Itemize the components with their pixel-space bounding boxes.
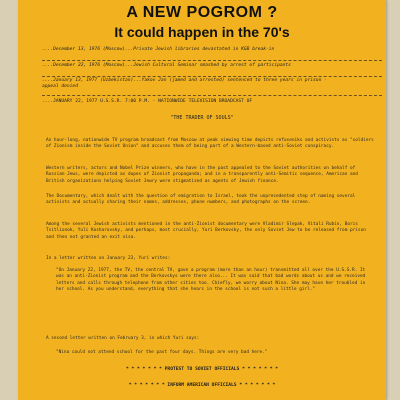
- flyer-title: A NEW POGROM ?: [126, 4, 278, 21]
- event-item: ....JANUARY 22, 1977 U.S.S.R. 7:00 P.M. - NATIONWIDE TELEVISION BROADCAST OF: [42, 99, 253, 104]
- paragraph: Western writers, actors and Nobel Prize winners, who have in the past appealed to the Soviet authorities on behalf of Russian Jews, were depicted as dupes of Zionist propaganda; and in a transparently anti-Semitic sequence, American and British organizations helping Soviet Jewry were stigmatized as agents of Jewish finance.: [46, 166, 358, 184]
- flyer-page: [18, 0, 386, 400]
- quote: "On January 22, 1977, the TV, the central TV, gave a program (more than an hour) transmitted all over the U.S.S.R. It was an anti-Zionist program and the Berkovskys were there also... It was said that bad words about us and we received letters and calls through telephone from other cities too. Chiefly, we worry about Nina. She may have her troubled in her school. As you understand, everything that she hears in the school is not such a little girl.": [56, 268, 366, 293]
- divider: [42, 60, 382, 61]
- divider: [42, 95, 382, 96]
- event-item: ....December 13, 1976 (Moscow)...Private Jewish libraries devastated in KGB break-in: [42, 47, 275, 52]
- divider: [42, 76, 382, 77]
- event-item: ....December 22, 1976 (Moscow)...Jewish Cultural Seminar smashed by arrest of participants: [42, 63, 291, 68]
- flyer-subtitle: It could happen in the 70's: [114, 24, 290, 40]
- broadcast-title: "THE TRADER OF SOULS": [170, 115, 234, 121]
- paragraph: The Documentary, which dealt with the question of emigration to Israel, took the unprecedented step of naming several activists and actually sharing their names, addresses, phone numbers, and photographs on the screen.: [46, 194, 356, 206]
- footer-line: * * * * * * * INFORM AMERICAN OFFICIALS * * * * * * *: [128, 383, 276, 388]
- quote: "Nina could not attend school for the past four days. Things are very bad here.": [56, 350, 268, 355]
- paragraph: In a letter written on January 23, Yuri writes:: [46, 256, 171, 261]
- paragraph: An hour-long, nationwide TV program broadcast from Moscow at peak viewing time depicts refuseniks and activists as "soldiers of Zionism inside the Soviet Union" and accuses them of being part of a Western-based anti-Soviet conspiracy.: [46, 138, 374, 150]
- event-item: ....January 13, 1977 (Uzbekistan)...Yakov Jan (jamed and arrested) sentenced to three years in prison - appeal denied: [42, 78, 327, 89]
- paragraph: Among the several Jewish activists mentioned in the anti-Zionist documentary were Vladimir Slepak, Vitali Rubin, Boris Tsitlionok, Yuli Kosharovsky, and perhaps, most crucially, Yuri Berkovsky, the only Soviet Jew to be released from prison and then not granted an exit visa.: [46, 222, 366, 240]
- paragraph: A second letter written on February 3, in which Yuri says:: [46, 336, 200, 341]
- footer-line: * * * * * * * PROTEST TO SOVIET OFFICIALS * * * * * * *: [125, 367, 279, 372]
